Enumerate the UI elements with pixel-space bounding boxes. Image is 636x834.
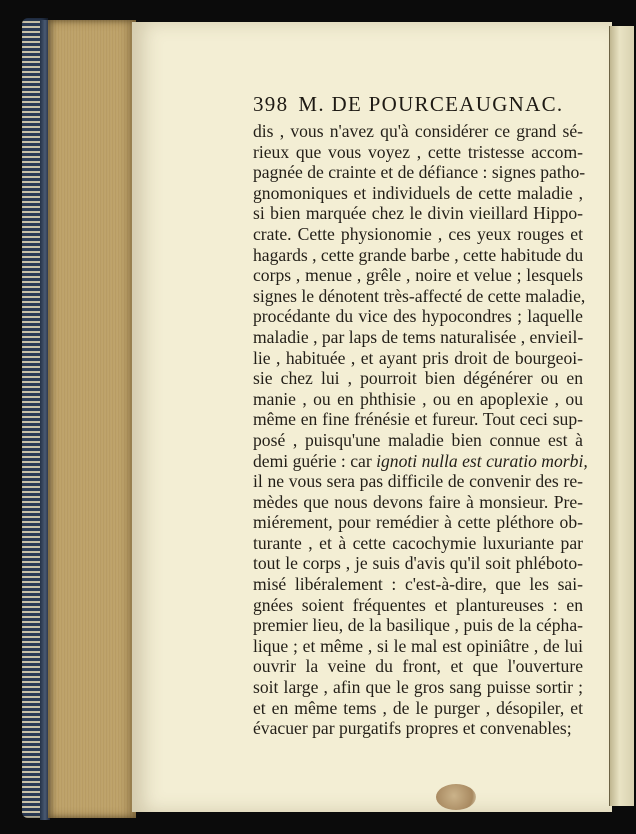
text-line — [253, 306, 583, 327]
text-line-content: il ne vous sera pas difficile de convenir des re- — [253, 471, 583, 492]
text-line-content: et en même tems , de le purger , désopiler, et — [253, 697, 583, 718]
text-line — [253, 698, 583, 719]
text-line-content: lique ; et même , si le mal est opiniâtre , de lui — [253, 635, 583, 656]
facing-page-edge — [609, 26, 634, 806]
text-line-content: tout le corps , je suis d'avis qu'il soit phlébotо- — [253, 553, 583, 574]
text-line — [253, 368, 583, 389]
text-line — [253, 348, 583, 369]
text-line-content: manie , ou en phthisie , ou en apoplexie , ou — [253, 388, 583, 409]
text-line-content: gnomoniques et individuels de cette maladie , — [253, 182, 583, 203]
text-line-content: turante , et à cette cacochymie luxuriante par — [253, 532, 583, 553]
text-line — [253, 265, 583, 286]
text-line-content: procédante du vice des hypocondres ; laquelle — [253, 306, 583, 327]
text-line-content: pagnée de crainte et de défiance : signes patho- — [253, 162, 586, 183]
text-line — [253, 203, 583, 224]
text-line-content: misé libéralement : c'est-à-dire, que les sai- — [253, 574, 583, 595]
text-line — [253, 450, 588, 472]
text-line — [253, 471, 583, 492]
text-line — [253, 389, 583, 410]
text-line-content: sie chez lui , pourroit bien dégénérer ou en — [253, 368, 583, 389]
text-line — [253, 677, 583, 698]
text-line-content: gnées soient fréquentes et plantureuses : en — [253, 594, 583, 615]
text-line — [253, 121, 583, 142]
text-line — [253, 183, 583, 204]
text-line — [253, 285, 586, 307]
text-line — [253, 409, 583, 430]
text-line — [253, 636, 583, 657]
page-edges — [48, 20, 136, 818]
text-line-content: évacuer par purgatifs propres et convenables; — [253, 718, 572, 739]
text-line — [253, 430, 583, 451]
latin-quote: ignoti nulla est curatio morbi, — [376, 450, 588, 471]
page-header — [253, 92, 563, 117]
paper-stain — [436, 784, 476, 810]
text-line — [253, 512, 583, 533]
text-line-content: même en fine frénésie et fureur. Tout ceci sup- — [253, 409, 583, 430]
text-line-content: miérement, pour remédier à cette pléthore ob- — [253, 512, 583, 533]
text-line — [253, 533, 583, 554]
text-line — [253, 595, 583, 616]
running-title: M. DE POURCEAUGNAC. — [298, 92, 564, 116]
text-line — [253, 162, 586, 183]
text-line-content: si bien marquée chez le divin vieillard Hippo- — [253, 203, 583, 224]
text-line — [253, 656, 583, 677]
text-line-content: signes le dénotent très-affecté de cette maladie, — [253, 285, 586, 306]
text-line — [253, 718, 583, 739]
text-line-content: crate. Cette physionomie , ces yeux rouges et — [253, 223, 583, 244]
text-line-content: demi guérie : car — [253, 450, 377, 471]
text-line — [253, 327, 583, 348]
text-line — [253, 224, 583, 245]
text-line-content: mèdes que nous devons faire à monsieur. Pre- — [253, 491, 583, 512]
text-line-content: hagards , cette grande barbe , cette habitude du — [253, 244, 584, 265]
text-line-content: ouvrir la veine du front, et que l'ouverture — [253, 656, 583, 677]
text-line — [253, 615, 583, 636]
body-text — [253, 121, 588, 739]
text-line — [253, 142, 583, 163]
text-line — [253, 245, 583, 266]
text-line — [253, 553, 583, 574]
text-line-content: soit large , afin que le gros sang puisse sortir ; — [253, 677, 583, 698]
text-line-content: rieux que vous voyez , cette tristesse accom- — [253, 141, 583, 162]
text-line — [253, 492, 583, 513]
text-line-content: corps , menue , grêle , noire et velue ; lesquels — [253, 265, 583, 286]
text-line-content: maladie , par laps de tems naturalisée , envieil- — [253, 326, 584, 347]
text-line-content: dis , vous n'avez qu'à considérer ce grand sé- — [253, 121, 583, 141]
text-line-content: posé , puisqu'une maladie bien connue est à — [253, 429, 583, 450]
text-line-content: premier lieu, de la basilique , puis de la cépha- — [253, 615, 583, 636]
page-number: 398 — [253, 92, 289, 116]
text-line — [253, 574, 583, 595]
text-line-content: lie , habituée , et ayant pris droit de bourgeoi- — [253, 347, 583, 368]
